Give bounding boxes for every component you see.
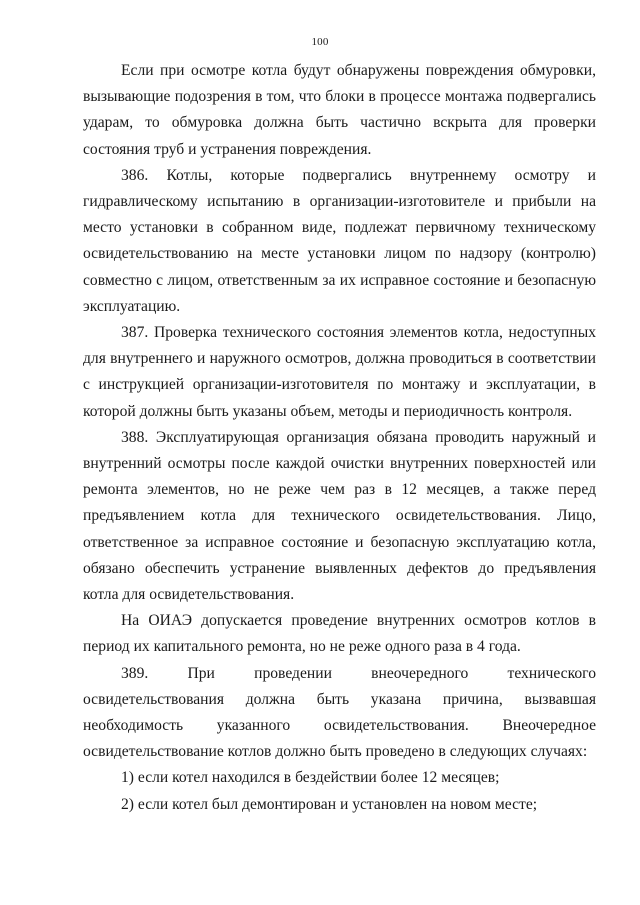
list-item: 2) если котел был демонтирован и установлен на новом месте;	[121, 795, 538, 813]
list-item: 1) если котел находился в бездействии более 12 месяцев;	[121, 769, 500, 787]
paragraph-masonry-damage: Если при осмотре котла будут обнаружены повреждения обмуровки, вызывающие подозрения в том, что блоки в процессе монтажа подвергались ударам, то обмуровка должна быть частично вскрыта для проверки состояния труб и устранения повреждения.	[83, 62, 596, 158]
paragraph-oiae: На ОИАЭ допускается проведение внутренних осмотров котлов в период их капитального ремонта, но не реже одного раза в 4 года.	[83, 612, 596, 656]
paragraph-388: 388. Эксплуатирующая организация обязана проводить наружный и внутренний осмотры после каждой очистки внутренних поверхностей или ремонта элементов, но не реже чем раз в 12 месяцев, а также перед предъявлением котла для технического освидетельствования. Лицо, ответственное за исправное состояние и безопасную эксплуатацию котла, обязано обеспечить устранение выявленных дефектов до предъявления котла для освидетельствования.	[83, 428, 596, 604]
paragraph-387: 387. Проверка технического состояния элементов котла, недоступных для внутреннего и наружного осмотров, должна проводиться в соответствии с инструкцией организации-изготовителя по монтажу и эксплуатации, в которой должны быть указаны объем, методы и периодичность контроля.	[83, 324, 596, 420]
paragraph-386: 386. Котлы, которые подвергались внутреннему осмотру и гидравлическому испытанию в организации-изготовителе и прибыли на место установки в собранном виде, подлежат первичному техническому освидетельствованию на месте установки лицом по надзору (контролю) совместно с лицом, ответственным за их исправное состояние и безопасную эксплуатацию.	[83, 166, 596, 315]
page-number: 100	[311, 36, 329, 48]
document-body	[83, 58, 596, 818]
paragraph-389: 389. При проведении внеочередного технического освидетельствования должна быть указана причина, вызвавшая необходимость указанного освидетельствования. Внеочередное освидетельствование котлов должно быть проведено в следующих случаях:	[83, 664, 596, 761]
